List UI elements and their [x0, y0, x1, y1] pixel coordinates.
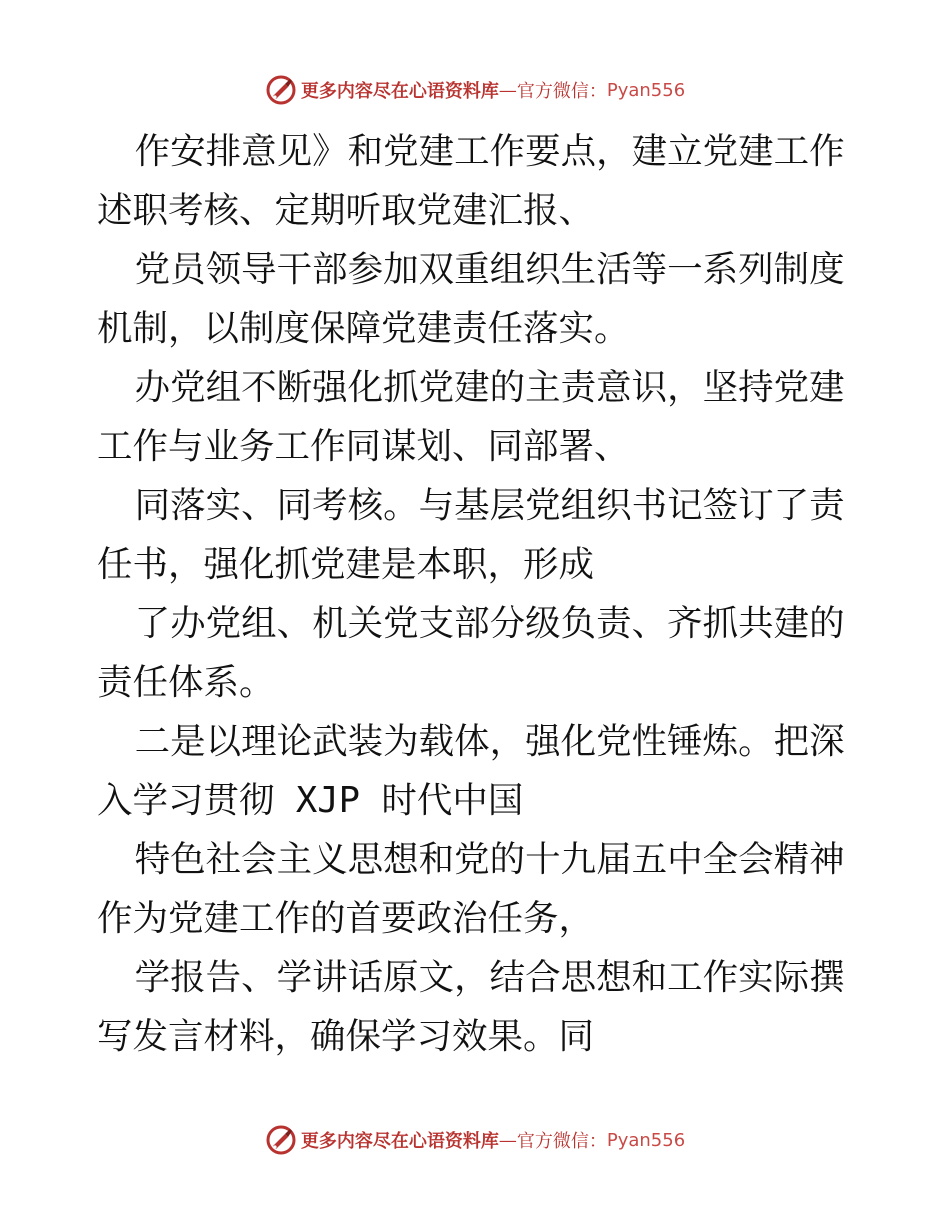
paragraph: 学报告、学讲话原文，结合思想和工作实际撰写发言材料，确保学习效果。同: [97, 957, 845, 1057]
document-body: [97, 122, 857, 1066]
paragraph: 了办党组、机关党支部分级负责、齐抓共建的责任体系。: [97, 603, 845, 703]
footer-banner: [0, 1120, 950, 1160]
header-banner: [0, 70, 950, 110]
paragraph: 同落实、同考核。与基层党组织书记签订了责任书，强化抓党建是本职，形成: [97, 485, 845, 585]
paragraph: 办党组不断强化抓党建的主责意识，坚持党建工作与业务工作同谋划、同部署、: [97, 367, 845, 467]
banner-wechat-id: Pyan556: [606, 79, 686, 101]
pen-logo-icon: [265, 1124, 297, 1156]
banner-separator: —: [498, 79, 517, 101]
paragraph: 特色社会主义思想和党的十九届五中全会精神作为党建工作的首要政治任务，: [97, 839, 845, 939]
pen-logo-icon: [265, 74, 297, 106]
paragraph: 二是以理论武装为载体，强化党性锤炼。把深入学习贯彻 XJP 时代中国: [97, 721, 845, 821]
banner-brand-text: 更多内容尽在心语资料库: [300, 1131, 499, 1152]
paragraph: 党员领导干部参加双重组织生活等一系列制度机制，以制度保障党建责任落实。: [97, 249, 845, 349]
banner-brand-text: 更多内容尽在心语资料库: [300, 81, 499, 102]
banner-separator: —: [498, 1129, 517, 1151]
banner-wechat-id: Pyan556: [606, 1129, 686, 1151]
paragraph: 作安排意见》和党建工作要点，建立党建工作述职考核、定期听取党建汇报、: [97, 131, 845, 231]
banner-official-label: 官方微信：: [516, 81, 607, 102]
banner-official-label: 官方微信：: [516, 1131, 607, 1152]
